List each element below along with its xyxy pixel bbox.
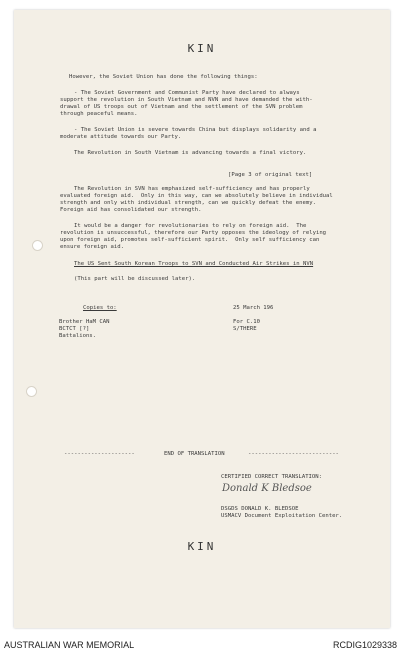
paragraph-line: strength and only with individual strength, can we quickly defeat the enemy. (60, 200, 316, 206)
document-page (14, 10, 390, 628)
paragraph-line: drawal of US troops out of Vietnam and the settlement of the SVN problem (60, 104, 303, 110)
document-date: 25 March 196 (233, 305, 274, 311)
paragraph-line: evaluated foreign aid. Only in this way, can we absolutely believe in individual (60, 193, 333, 199)
copy-recipient: Brother HaM CAN (59, 319, 110, 325)
certified-label: CERTIFIED CORRECT TRANSLATION: (221, 474, 323, 480)
for-line: For C.10 (233, 319, 260, 325)
archive-name: AUSTRALIAN WAR MEMORIAL (4, 640, 135, 650)
signer-unit: USMACV Document Exploitation Center. (221, 513, 343, 519)
punch-hole (32, 240, 43, 251)
paragraph-line: The Revolution in South Vietnam is advancing towards a final victory. (74, 150, 307, 156)
paragraph-line: Foreign aid has consolidated our strength. (60, 207, 202, 213)
end-of-translation: END OF TRANSLATION (164, 451, 225, 457)
signer-name: DSGDS DONALD K. BLEDSOE (221, 506, 299, 512)
copy-recipient: Battalions. (59, 333, 97, 339)
divider: --------------------- (64, 451, 135, 457)
paragraph-line: (This part will be discussed later). (74, 276, 196, 282)
sthere-line: S/THERE (233, 326, 257, 332)
paragraph-line: - The Soviet Government and Communist Party have declared to always (74, 90, 300, 96)
archive-footer (0, 630, 403, 654)
copies-label: Copies to: (83, 305, 117, 311)
signature: Donald K Bledsoe (222, 483, 312, 494)
copy-recipient: BCTCT [?] (59, 326, 90, 332)
divider: --------------------------- (248, 451, 339, 457)
paragraph-line: upon foreign aid, promotes self-sufficient spirit. Only self sufficiency can (60, 237, 320, 243)
paragraph-line: It would be a danger for revolutionaries to rely on foreign aid. The (74, 223, 307, 229)
header-stamp: KIN (187, 42, 217, 55)
paragraph-line: support the revolution in South Vietnam and NVN and have demanded the with- (60, 97, 313, 103)
punch-hole (26, 386, 37, 397)
paragraph-line: - The Soviet Union is severe towards China but displays solidarity and a (74, 127, 317, 133)
paragraph-line: ensure foreign aid. (60, 244, 124, 250)
paragraph-line: However, the Soviet Union has done the following things: (69, 74, 258, 80)
paragraph-line: moderate attitude towards our Party. (60, 134, 182, 140)
section-heading: The US Sent South Korean Troops to SVN and Conducted Air Strikes in NVN (74, 261, 314, 267)
page-note: [Page 3 of original text] (228, 172, 313, 178)
paragraph-line: revolution is unsuccessful, therefore our Party opposes the ideology of relying (60, 230, 327, 236)
archive-id: RCDIG1029338 (332, 640, 397, 650)
footer-stamp: KIN (187, 540, 217, 553)
paragraph-line: through peaceful means. (60, 111, 138, 117)
paragraph-line: The Revolution in SVN has emphasized self-sufficiency and has properly (74, 186, 310, 192)
